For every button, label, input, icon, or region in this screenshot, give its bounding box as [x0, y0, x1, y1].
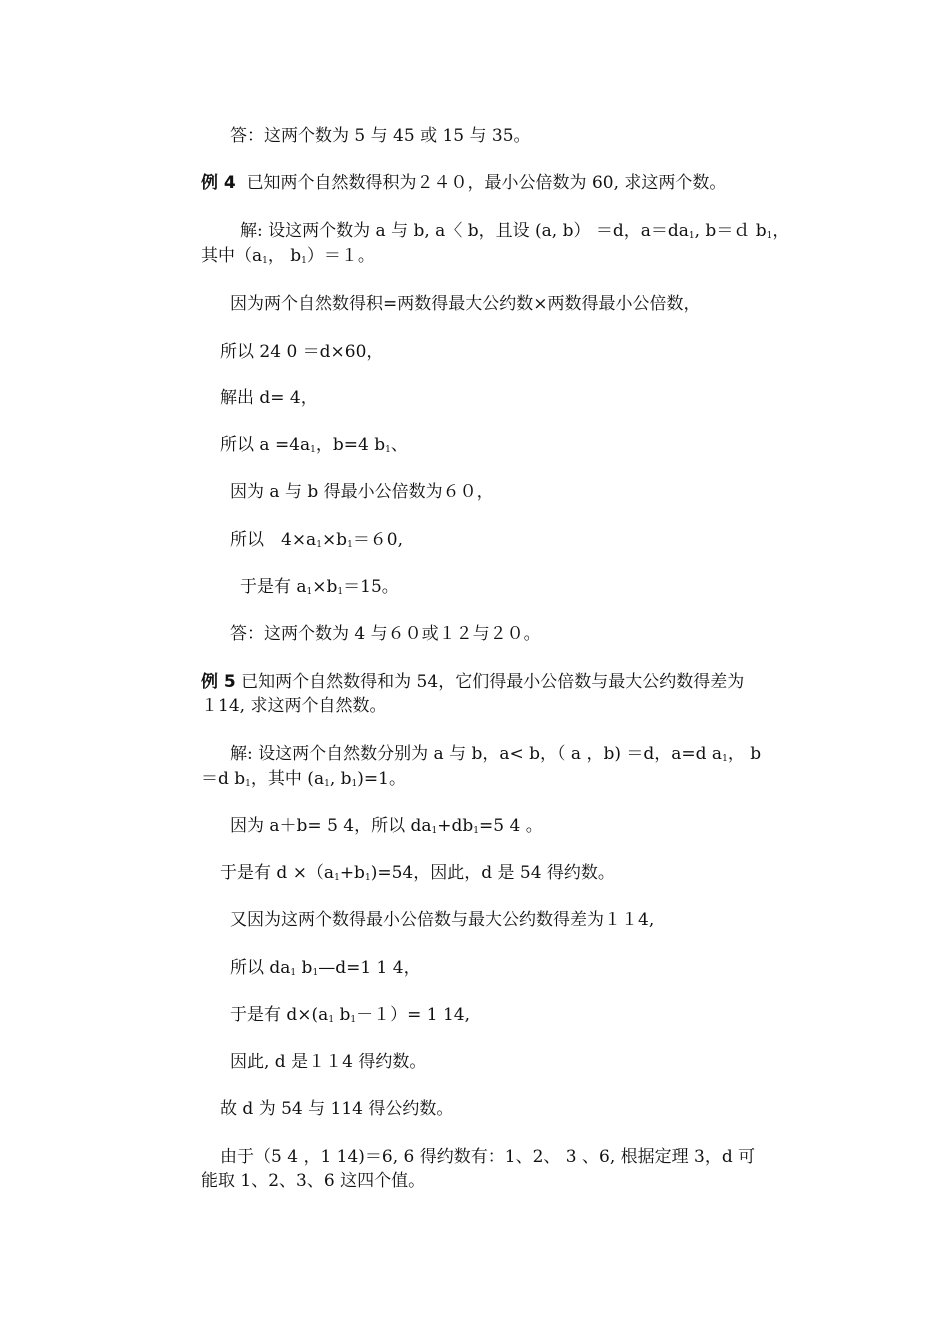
solution-line: 故 d 为 54 与 114 得公约数。 — [220, 1099, 454, 1119]
problem-statement: 已知两个自然数得和为 54，它们得最小公倍数与最大公约数得差为 — [241, 672, 745, 692]
example4-heading — [201, 171, 726, 195]
solution-line: 于是有 $d\times(a_1$ $b_1-1)= 1$ 14, — [230, 1005, 470, 1025]
solution-line: 由于（5 4 ，1 14)＝6, 6 得约数有：1、2、 3 、6, 根据定理 3，d 可 — [220, 1147, 756, 1167]
example5-heading — [201, 670, 744, 694]
answer-line-example3 — [230, 124, 531, 148]
solution-line: 解出 d= 4， — [220, 388, 318, 408]
text: 答：这两个数为 5 与 45 或 15 与 35。 — [230, 126, 531, 146]
example-label: 例 4 — [201, 173, 236, 193]
solution-line: 所以 $4\times a_1\times b_1=60$, — [230, 530, 404, 550]
solution-line: 又因为这两个数得最小公倍数与最大公约数得差为１１4, — [230, 910, 655, 930]
solution-line: 因为两个自然数得积=两数得最大公约数×两数得最小公倍数， — [230, 294, 701, 314]
problem-statement-cont: １14, 求这两个自然数。 — [201, 696, 387, 716]
solution-line: 因此, d 是１１4 得约数。 — [230, 1052, 427, 1072]
solution-line: 所以 24 0 ＝d×60， — [220, 342, 384, 362]
solution-line: 解: 设这两个数为 a 与 b, a〈 b，且设 (a, b） ＝d，$a=da_1$, b＝ｄ $b_1$， — [240, 221, 790, 241]
solution-line: 因为 a＋b= 5 4，所以 $da_1+db_1=5$ 4 。 — [230, 816, 543, 836]
solution-line: 能取 1、2、3、6 这四个值。 — [201, 1171, 426, 1191]
solution-line: 所以 $a =4a_1$，b=4 $b_1$、 — [220, 435, 408, 455]
example-label: 例 5 — [201, 672, 236, 692]
solution-line: ＝d $b_1$，其中 ($a_1$, $b_1)=1$。 — [201, 769, 406, 789]
answer-line-example4: 答：这两个数为 4 与６０或１２与２０。 — [230, 624, 541, 644]
solution-line: 所以 $da_1$ $b_1—d=1$ 1 4， — [230, 958, 421, 978]
solution-line: 因为 a 与 b 得最小公倍数为６０， — [230, 482, 494, 502]
solution-line: 于是有 $a_1\times b_1=15$。 — [240, 577, 399, 597]
problem-statement: 已知两个自然数得积为２４０，最小公倍数为 60, 求这两个数。 — [246, 173, 727, 193]
solution-line: 解: 设这两个自然数分别为 a 与 b，a< b，（ a ，b) ＝d，a=d $a_1$， b — [230, 744, 762, 764]
solution-line: 其中（$a_1$， $b_1)=1$。 — [201, 246, 375, 266]
solution-line: 于是有 $d \times(a_1+b_1)=54$，因此，d 是 54 得约数。 — [220, 863, 615, 883]
